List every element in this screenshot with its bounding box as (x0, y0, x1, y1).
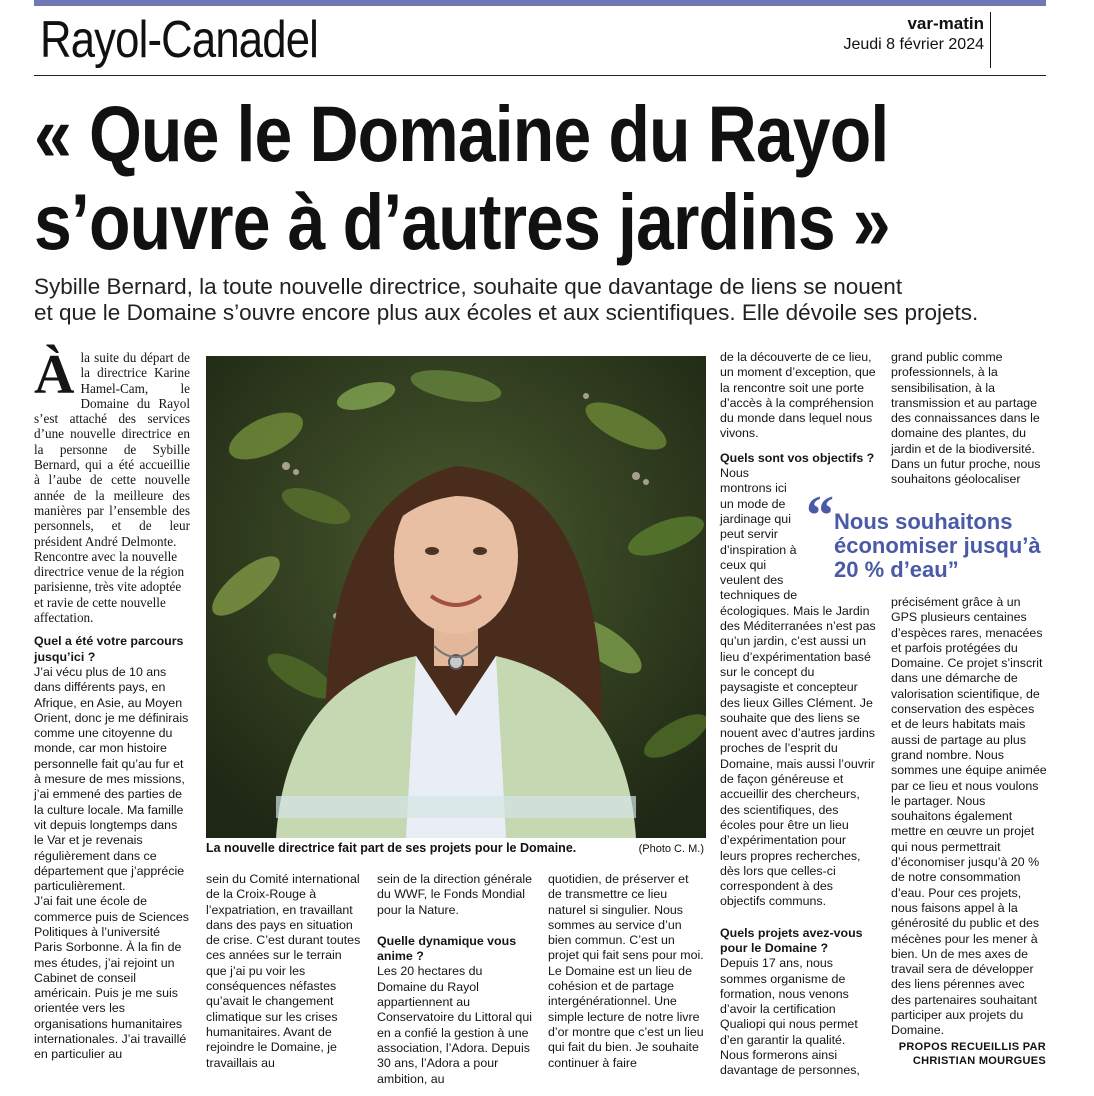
column-6-bottom: précisément grâce à un GPS plusieurs centaines d’espèces rares, menacées et parfois protégées du Domaine. Ce projet s’inscrit dans une démarche de valorisation scientifique, de conservation des espèces et de leurs habitats mais aussi de partage au plus grand nombre. Nous sommes une équipe animée par ce lieu et nous voulons le partager. Nous souhaitons également mettre en œuvre un projet qui nous permettrait d’économiser jusqu’à 20 % de notre consommation d’eau. Pour ces projets, nous faisons appel à la générosité du public et des mécènes pour les mener à bien. Un de mes axes de travail sera de développer des liens pérennes avec des partenaires souhaitant participer aux projets du Domaine. (891, 595, 1047, 1038)
question-parcours: Quel a été votre parcours jusqu’ici ? (34, 634, 184, 664)
drop-cap: À (34, 344, 75, 406)
top-accent-bar (34, 0, 1046, 6)
pull-quote-text (834, 510, 1041, 582)
quote-mark: “ (806, 485, 834, 547)
headline-line-1: « Que le Domaine du Rayol (34, 89, 889, 178)
headline-line-2: s’ouvre à d’autres jardins » (34, 177, 890, 266)
article-column-4 (548, 872, 704, 1071)
column-4-text: quotidien, de préserver et de transmettre ce lieu naturel si singulier. Nous sommes au service d’un bien commun. C’est un projet qui fait sens pour moi. Le Domaine est un lieu de cohésion et de partage intergénérationnel. Une simple lecture de notre livre d’or montre que c’est un lieu qui fait du bien. Je souhaite continuer à faire (548, 872, 704, 1070)
byline-line-2: CHRISTIAN MOURGUES (912, 1055, 1046, 1067)
byline (899, 1040, 1046, 1068)
photo-caption-bar (206, 840, 706, 856)
question-dynamique: Quelle dynamique vous anime ? (377, 933, 517, 964)
standfirst-line-2: et que le Domaine s’ouvre encore plus aux écoles et aux scientifiques. Elle dévoile ses projets. (34, 300, 979, 325)
answer-projets: Depuis 17 ans, nous sommes organisme de formation, nous venons d’avoir la certification Qualiopi qui nous permet d’en garantir la qualité. Nous formerons ainsi davantage de personnes, (720, 956, 860, 1078)
standfirst (34, 274, 978, 326)
pull-quote-line-3: 20 % d’eau” (834, 557, 959, 582)
answer-objectifs-narrow: Nous montrons ici un mode de jardinage qui peut servir d’inspiration à ceux qui veulent des techniques de (720, 466, 798, 603)
publication-date: Jeudi 8 février 2024 (843, 36, 984, 53)
article-column-3 (377, 872, 533, 1087)
masthead-divider (990, 12, 991, 68)
article-column-1 (34, 344, 190, 1063)
answer-dynamique: Les 20 hectares du Domaine du Rayol appartiennent au Conservatoire du Littoral qui en a confié la gestion à une association, l’Adora. Depuis 30 ans, l’Adora a pour ambition, au (377, 964, 532, 1086)
answer-parcours-2: J’ai fait une école de commerce puis de Sciences Politiques à l’université Paris Sorbonne. À la fin de mes études, j’ai rejoint un Cabinet de conseil américain. Puis je me suis orientée vers les organisations humanitaires internationales. J’ai travaillé en particulier au (34, 894, 189, 1062)
article-column-5 (720, 350, 876, 1079)
article-column-6 (891, 350, 1047, 488)
column-6-top: grand public comme professionnels, à la sensibilisation, à la transmission et au partage des connaissances dans le domaine des plantes, du jardin et de la biodiversité. Dans un futur proche, nous souhaitons géolocaliser (891, 350, 1041, 487)
newspaper-name: var-matin (907, 14, 984, 33)
section-title: Rayol-Canadel (40, 11, 319, 69)
intro-paragraph-2: Rencontre avec la nouvelle directrice venue de la région parisienne, très vite adoptée et ravie de cette nouvelle affectation. (34, 548, 185, 626)
intro-paragraph: Àla suite du départ de la directrice Karine Hamel-Cam, le Domaine du Rayol s’est attaché des services d’une nouvelle directrice en la personne de Sybille Bernard, qui a été accueillie à l’aube de cette nouvelle année de la meilleure des manières par l’ensemble des personnels, et de leur président André Delmonte. (34, 344, 190, 549)
photo-credit: (Photo C. M.) (638, 843, 704, 855)
byline-line-1: PROPOS RECUEILLIS PAR (898, 1041, 1046, 1053)
article-column-6-continued (891, 595, 1047, 1039)
portrait-photo (206, 356, 706, 838)
column-5-top: de la découverte de ce lieu, un moment d’exception, que la rencontre soit une porte d’accès à la compréhension du monde dans lequel nous vivons. (720, 350, 876, 441)
answer-objectifs: écologiques. Mais le Jardin des Méditerranées n’est pas qu’un jardin, c’est aussi un lieu d’expérimentation basé sur le concept du paysagiste et concepteur des lieux Gilles Clément. Je souhaite que des liens se nouent avec d’autres jardins proches de l’esprit du Domaine, mais aussi l’ouvrir de façon généreuse et accueillir des chercheurs, des scientifiques, des écoles pour être un lieu d’expérimentation pour leurs propres recherches, dès lors que celles-ci correspondent à des objectifs communs. (720, 603, 876, 909)
column-2-text: sein du Comité international de la Croix-Rouge à l’expatriation, en travaillant dans des pays en situation de crise. C’est durant toutes ces années sur le terrain que j’ai pu voir les conséquences néfastes qu’avait le changement climatique sur les crises humanitaires. Avant de rejoindre le Domaine, je travaillais au (206, 872, 361, 1070)
header-rule (34, 75, 1046, 76)
pull-quote-line-2: économiser jusqu’à (834, 533, 1041, 558)
masthead (843, 14, 984, 56)
question-objectifs: Quels sont vos objectifs ? (720, 450, 875, 465)
article-column-2 (206, 872, 362, 1071)
pull-quote-line-1: Nous souhaitons (834, 509, 1013, 534)
column-3-text: sein de la direction générale du WWF, le Fonds Mondial pour la Nature. (377, 872, 532, 917)
portrait-illustration (206, 356, 706, 838)
standfirst-line-1: Sybille Bernard, la toute nouvelle directrice, souhaite que davantage de liens se nouent (34, 274, 903, 299)
question-projets: Quels projets avez-vous pour le Domaine ? (720, 925, 863, 955)
answer-parcours: J’ai vécu plus de 10 ans dans différents pays, en Afrique, en Asie, au Moyen Orient, donc je me définirais comme une citoyenne du monde, car mon histoire personnelle fait qu’au fur et à mesure de mes missions, j’ai emmené des parties de la culture locale. Ma famille vit depuis longtemps dans le Var et je revenais régulièrement dans ce département que j’apprécie particulièrement. (34, 664, 189, 894)
headline (34, 90, 1066, 266)
photo-caption: La nouvelle directrice fait part de ses projets pour le Domaine. (206, 841, 577, 855)
